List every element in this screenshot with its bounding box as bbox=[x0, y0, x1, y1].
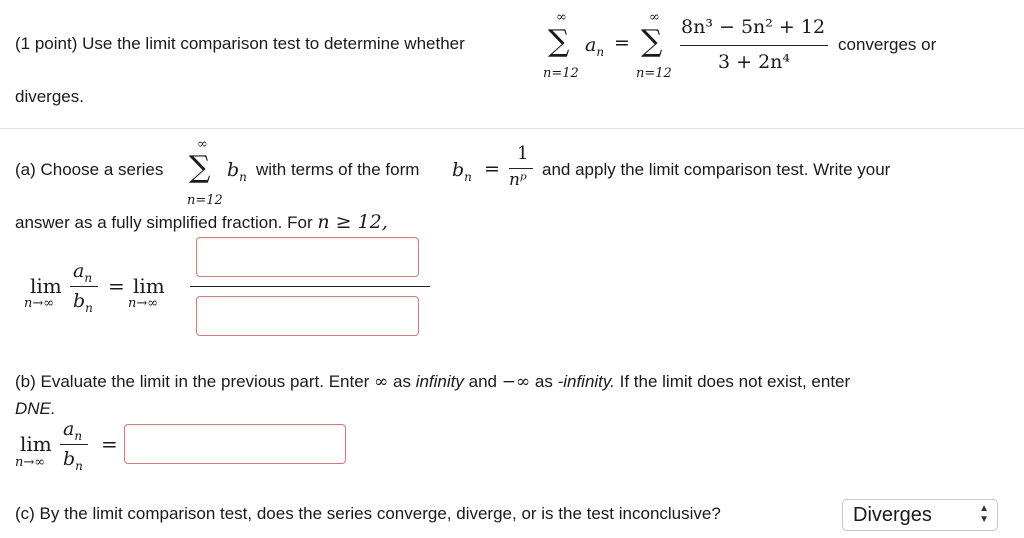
select-value: Diverges bbox=[853, 504, 932, 526]
sum3-sigma: ∑ bbox=[189, 150, 211, 185]
ratio-top-b: $a_n$ bbox=[63, 418, 83, 443]
b-frac-bar bbox=[509, 168, 533, 169]
equals-sign-4: = bbox=[101, 432, 118, 456]
select-arrows-icon: ▲ ▼ bbox=[979, 503, 989, 525]
equals-sign-3: = bbox=[108, 274, 125, 298]
sum2-lower: n=12 bbox=[636, 66, 672, 81]
fraction-denominator: 3 + 2n⁴ bbox=[718, 51, 791, 73]
equals-sign: = bbox=[614, 32, 630, 54]
fraction-numerator: 8n³ − 5n² + 12 bbox=[681, 16, 826, 38]
infinity-symbol: ∞ bbox=[374, 372, 389, 392]
condition: n ≥ 12, bbox=[317, 211, 388, 233]
limit-answer-input[interactable] bbox=[124, 424, 346, 464]
sum3-upper: ∞ bbox=[197, 137, 208, 152]
converge-select[interactable] bbox=[842, 499, 998, 531]
ratio-bar-b bbox=[60, 444, 88, 445]
divider bbox=[0, 128, 1024, 129]
ratio-bottom-b: $b_n$ bbox=[63, 448, 83, 473]
part-a-label: (a) Choose a series bbox=[15, 160, 164, 179]
fraction-bar bbox=[680, 45, 828, 46]
converges-or-text: converges or bbox=[838, 35, 937, 54]
part-c-question: (c) By the limit comparison test, does the series converge, diverge, or is the test inconclusive? bbox=[15, 504, 721, 523]
lim-label-1: lim bbox=[30, 274, 62, 298]
numerator-input[interactable] bbox=[196, 237, 419, 277]
b-frac-num: 1 bbox=[517, 143, 529, 164]
denominator-input[interactable] bbox=[196, 296, 419, 336]
dne-text: DNE. bbox=[15, 399, 56, 418]
intro-text: Use the limit comparison test to determine whether bbox=[82, 34, 465, 53]
b-frac-den: nᵖ bbox=[509, 170, 527, 190]
lim-label-3: lim bbox=[20, 432, 52, 456]
ratio-top: $a_n$ bbox=[73, 260, 93, 285]
sum1-lower: n=12 bbox=[543, 66, 579, 81]
sum1-sigma: ∑ bbox=[548, 24, 570, 59]
answer-fraction-bar bbox=[190, 286, 430, 287]
with-terms-text: with terms of the form bbox=[256, 160, 420, 179]
sum2-upper: ∞ bbox=[649, 10, 660, 25]
term-b-n-2: $b_n$ bbox=[452, 159, 472, 184]
sum3-lower: n=12 bbox=[187, 193, 223, 208]
diverges-text: diverges. bbox=[15, 87, 84, 106]
part-b-text: (b) Evaluate the limit in the previous part. Enter ∞ as infinity and −∞ as -infinity. If the limit does not exist, enter bbox=[15, 372, 851, 392]
equals-sign-2: = bbox=[484, 158, 500, 180]
part-a-line2: answer as a fully simplified fraction. For n ≥ 12, bbox=[15, 211, 388, 233]
intro-line-1 bbox=[15, 34, 465, 54]
lim-sub-3: n→∞ bbox=[15, 455, 46, 470]
points-label: (1 point) bbox=[15, 34, 78, 53]
ratio-bar bbox=[70, 286, 98, 287]
ratio-bottom: $b_n$ bbox=[73, 290, 93, 315]
sum1-upper: ∞ bbox=[556, 10, 567, 25]
lim-label-2: lim bbox=[133, 274, 165, 298]
lim-sub-2: n→∞ bbox=[128, 296, 159, 311]
lim-sub-1: n→∞ bbox=[24, 296, 55, 311]
part-a-after: and apply the limit comparison test. Write your bbox=[542, 160, 891, 179]
neg-infinity-symbol: −∞ bbox=[501, 372, 531, 392]
term-a-n: $a_n$ bbox=[585, 34, 605, 59]
term-b-n: $b_n$ bbox=[227, 159, 247, 184]
sum2-sigma: ∑ bbox=[641, 24, 663, 59]
